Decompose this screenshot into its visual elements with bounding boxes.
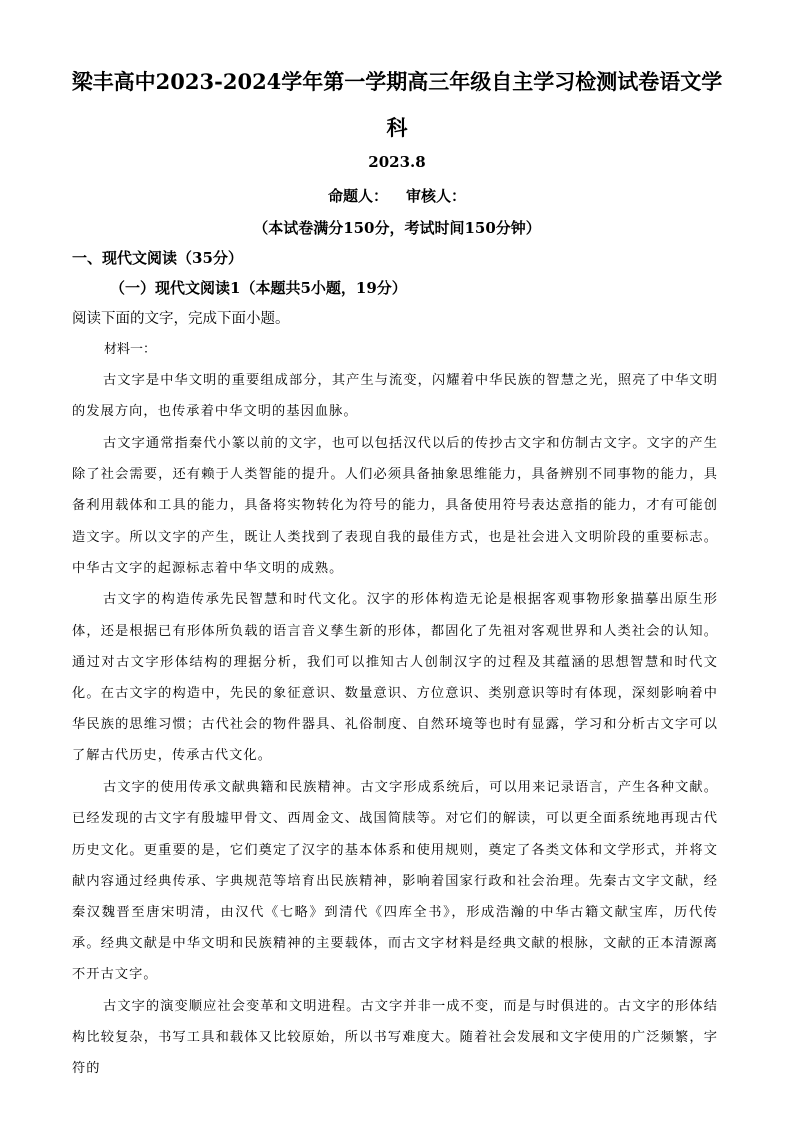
exam-date: 2023.8 [368,153,426,171]
paragraph: 古文字的构造传承先民智慧和时代文化。汉字的形体构造无论是根据客观事物形象描摹出原生形体，还是根据已有形体所负载的语言音义孳生新的形体，都固化了先祖对客观世界和人类社会的认知。通过对古文字形体结构的理据分析，我们可以推知古人创制汉字的过程及其蕴涵的思想智慧和时代文化。在古文字的构造中，先民的象征意识、数量意识、方位意识、类别意识等时有体现，深刻影响着中华民族的思维习惯；古代社会的物件器具、礼俗制度、自然环境等也时有显露，学习和分析古文字可以了解古代历史，传承古代文化。 [72,592,718,764]
setter-label: 命题人： [327,187,388,205]
reading-instruction: 阅读下面的文字，完成下面小题。 [72,311,290,327]
paragraph: 古文字通常指秦代小篆以前的文字，也可以包括汉代以后的传抄古文字和仿制古文字。文字的产生除了社会需要，还有赖于人类智能的提升。人们必须具备抽象思维能力，具备辨别不同事物的能力，具备利用载体和工具的能力，具备将实物转化为符号的能力，具备使用符号表达意指的能力，才有可能创造文字。所以文字的产生，既让人类找到了表现自我的最佳方式，也是社会进入文明阶段的重要标志。中华古文字的起源标志着中华文明的成熟。 [72,435,718,576]
exam-info: （本试卷满分150分，考试时间150分钟） [253,219,541,237]
material-body [72,365,718,1085]
exam-title-line-1: 梁丰高中2023-2024学年第一学期高三年级自主学习检测试卷语文学 [71,69,723,94]
reviewer-label: 审核人： [406,187,467,205]
paragraph: 古文字是中华文明的重要组成部分，其产生与流变，闪耀着中华民族的智慧之光，照亮了中华文明的发展方向，也传承着中华文明的基因血脉。 [72,373,718,420]
paragraph: 古文字的演变顺应社会变革和文明进程。古文字并非一成不变，而是与时俱进的。古文字的形体结构比较复杂，书写工具和载体又比较原始，所以书写难度大。随着社会发展和文字使用的广泛频繁，字符的 [72,999,718,1077]
exam-staff-line [60,185,734,206]
subsection-heading: （一）现代文阅读1（本题共5小题，19分） [110,279,407,297]
section-heading: 一、现代文阅读（35分） [72,249,243,267]
exam-title-line-2: 科 [386,115,408,140]
material-label: 材料一： [104,342,157,357]
paragraph: 古文字的使用传承文献典籍和民族精神。古文字形成系统后，可以用来记录语言，产生各种文献。已经发现的古文字有殷墟甲骨文、西周金文、战国简牍等。对它们的解读，可以更全面系统地再现古代历史文化。更重要的是，它们奠定了汉字的基本体系和使用规则，奠定了各类文体和文学形式，并将文献内容通过经典传承、字典规范等培育出民族精神，影响着国家行政和社会治理。先秦古文字文献，经秦汉魏晋至唐宋明清，由汉代《七略》到清代《四库全书》，形成浩瀚的中华古籍文献宝库，历代传承。经典文献是中华文明和民族精神的主要载体，而古文字材料是经典文献的根脉，文献的正本清源离不开古文字。 [72,780,718,983]
